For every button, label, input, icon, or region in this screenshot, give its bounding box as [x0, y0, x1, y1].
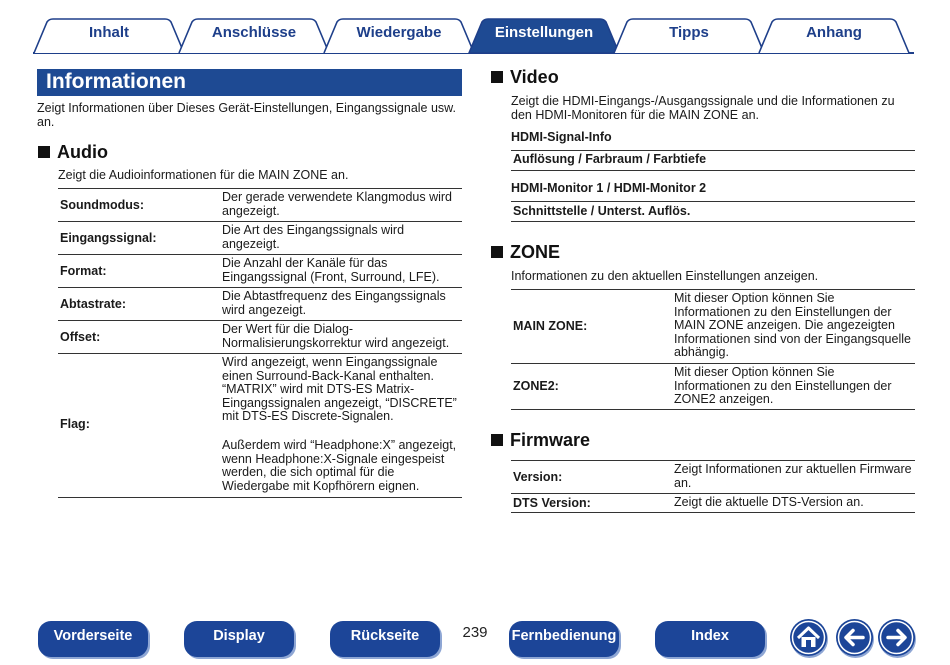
square-bullet-icon — [491, 246, 503, 258]
row-value: Zeigt Informationen zur aktuellen Firmware an. — [674, 462, 912, 490]
row-value: Die Anzahl der Kanäle für das Eingangssignal (Front, Surround, LFE). — [222, 256, 440, 284]
tab-anschluesse[interactable] — [178, 18, 330, 54]
button-label: Index — [691, 628, 729, 644]
index-button[interactable] — [655, 621, 765, 657]
row-value: Die Art des Eingangssignals wird angezeigt. — [222, 223, 405, 251]
zone-description: Informationen zu den aktuellen Einstellungen anzeigen. — [511, 269, 819, 283]
row-value: Die Abtastfrequenz des Eingangssignals wird angezeigt. — [222, 289, 446, 317]
home-icon[interactable] — [790, 619, 827, 656]
row-value: Der gerade verwendete Klangmodus wird angezeigt. — [222, 190, 452, 218]
rule — [511, 170, 915, 171]
table-bottom-rule — [58, 497, 462, 498]
rueckseite-button[interactable] — [330, 621, 440, 657]
row-key: Eingangssignal: — [60, 231, 157, 245]
table-bottom-rule — [511, 409, 915, 410]
table-row — [58, 287, 462, 320]
square-bullet-icon — [491, 434, 503, 446]
vorderseite-button[interactable] — [38, 621, 148, 657]
row-value: Mit dieser Option können Sie Informationen zu den Einstellungen der MAIN ZONE anzeigen. Die angezeigten Informationen sind von der Eingangsquelle abhängig. — [674, 291, 911, 360]
square-bullet-icon — [38, 146, 50, 158]
arrow-left-icon[interactable] — [836, 619, 873, 656]
arrow-right-icon[interactable] — [878, 619, 915, 656]
table-row — [58, 188, 462, 221]
tab-tipps[interactable] — [613, 18, 765, 54]
top-tab-bar — [0, 0, 950, 56]
audio-table — [58, 188, 462, 499]
tab-anhang[interactable] — [758, 18, 910, 54]
button-label: Fernbedienung — [511, 628, 617, 644]
hdmi-signal-info-item: Auflösung / Farbraum / Farbtiefe — [513, 152, 707, 166]
row-key: Flag: — [60, 417, 90, 431]
tab-einstellungen[interactable] — [468, 18, 620, 54]
tab-label: Wiedergabe — [356, 24, 442, 41]
firmware-heading: Firmware — [491, 430, 590, 451]
firmware-table — [511, 460, 915, 514]
table-row — [511, 460, 915, 493]
table-row — [511, 289, 915, 363]
square-bullet-icon — [491, 71, 503, 83]
tab-label: Inhalt — [89, 24, 129, 41]
row-key: DTS Version: — [513, 496, 591, 510]
tab-wiedergabe[interactable] — [323, 18, 475, 54]
table-row — [511, 493, 915, 512]
row-key: Version: — [513, 470, 563, 484]
rule — [511, 150, 915, 151]
table-row — [58, 221, 462, 254]
row-key: Soundmodus: — [60, 198, 145, 212]
video-heading: Video — [491, 67, 559, 88]
video-description: Zeigt die HDMI-Eingangs-/Ausgangssignale und die Informationen zu den HDMI-Monitoren für die MAIN ZONE an. — [511, 94, 895, 122]
tab-label: Anhang — [806, 24, 862, 41]
audio-heading: Audio — [38, 142, 108, 163]
button-label: Vorderseite — [53, 628, 133, 644]
button-label: Display — [213, 628, 265, 644]
table-row — [58, 353, 462, 497]
hdmi-signal-info-label: HDMI-Signal-Info — [511, 130, 612, 144]
fernbedienung-button[interactable] — [509, 621, 619, 657]
row-value: Der Wert für die Dialog-Normalisierungskorrektur wird angezeigt. — [222, 322, 450, 350]
display-button[interactable] — [184, 621, 294, 657]
table-row — [58, 320, 462, 353]
tab-label: Tipps — [669, 24, 709, 41]
hdmi-monitor-item: Schnittstelle / Unterst. Auflös. — [513, 204, 691, 218]
hdmi-monitor-label: HDMI-Monitor 1 / HDMI-Monitor 2 — [511, 181, 707, 195]
section-title-bar — [37, 69, 462, 96]
table-row — [58, 254, 462, 287]
tab-label: Einstellungen — [494, 24, 594, 41]
row-value: Wird angezeigt, wenn Eingangssignale einen Surround-Back-Kanal enthalten. “MATRIX” wird mit DTS-ES Matrix-Eingangssignalen angezeigt, “DISCRETE” mit DTS-ES Discrete-Signalen. — [222, 355, 457, 424]
rule — [511, 221, 915, 222]
zone-heading: ZONE — [491, 242, 560, 263]
tab-label: Anschlüsse — [211, 24, 297, 41]
row-value: Zeigt die aktuelle DTS-Version an. — [674, 495, 864, 509]
row-value: Mit dieser Option können Sie Informationen zu den Einstellungen der ZONE2 anzeigen. — [674, 365, 892, 407]
page-title: Informationen — [46, 70, 186, 93]
row-key: Offset: — [60, 330, 101, 344]
row-value-continued: Außerdem wird “Headphone:X” angezeigt, wenn Headphone:X-Signale eingespeist werden, die sich optimal für die Wiedergabe mit Kopfhörern eignen. — [222, 438, 457, 493]
table-bottom-rule — [511, 512, 915, 513]
rule — [511, 201, 915, 202]
row-key: Format: — [60, 264, 107, 278]
page-number: 239 — [462, 624, 488, 641]
button-label: Rückseite — [350, 628, 420, 644]
row-key: Abtastrate: — [60, 297, 126, 311]
audio-description: Zeigt die Audioinformationen für die MAIN ZONE an. — [58, 168, 349, 182]
zone-table — [511, 289, 915, 411]
tab-inhalt[interactable] — [33, 18, 185, 54]
row-key: MAIN ZONE: — [513, 319, 588, 333]
intro-text: Zeigt Informationen über Dieses Gerät-Einstellungen, Eingangssignale usw. an. — [37, 101, 456, 129]
table-row — [511, 363, 915, 409]
row-key: ZONE2: — [513, 379, 559, 393]
